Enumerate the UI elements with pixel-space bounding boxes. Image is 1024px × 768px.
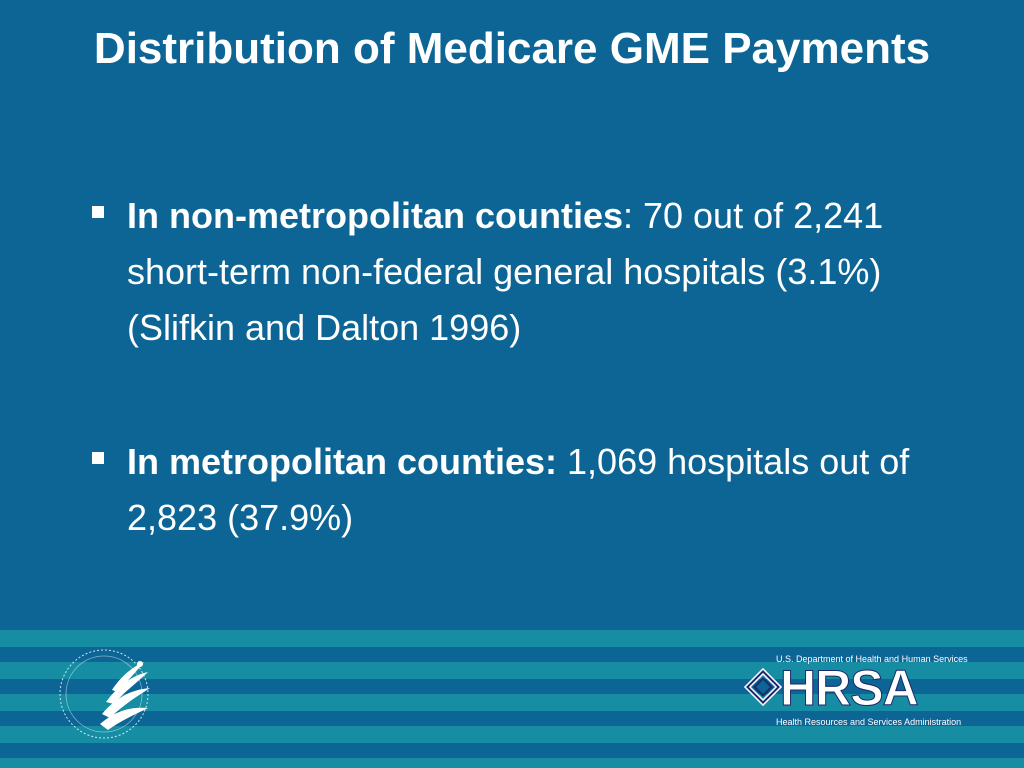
square-bullet-icon — [92, 452, 104, 464]
bullet-bold-text: In metropolitan counties: — [127, 441, 558, 482]
hhs-eagle-seal-icon — [52, 644, 172, 744]
hrsa-fullname-text: Health Resources and Services Administration — [776, 717, 962, 727]
bullet-list — [88, 188, 928, 546]
hrsa-department-text: U.S. Department of Health and Human Services — [776, 654, 968, 664]
bullet-item — [88, 188, 928, 356]
square-bullet-icon — [92, 206, 104, 218]
hrsa-acronym: HRSA — [780, 660, 918, 716]
bullet-item — [88, 434, 928, 546]
hrsa-logo — [740, 652, 970, 732]
bullet-text: 1,069 hospitals out of 2,823 (37.9%) — [127, 441, 910, 538]
bullet-bold-text: In non-metropolitan counties — [127, 195, 623, 236]
bullet-text: : 70 out of 2,241 short-term non-federal general hospitals (3.1%) (Slifkin and Dalton 1996) — [127, 195, 884, 348]
slide-title: Distribution of Medicare GME Payments — [93, 24, 931, 73]
